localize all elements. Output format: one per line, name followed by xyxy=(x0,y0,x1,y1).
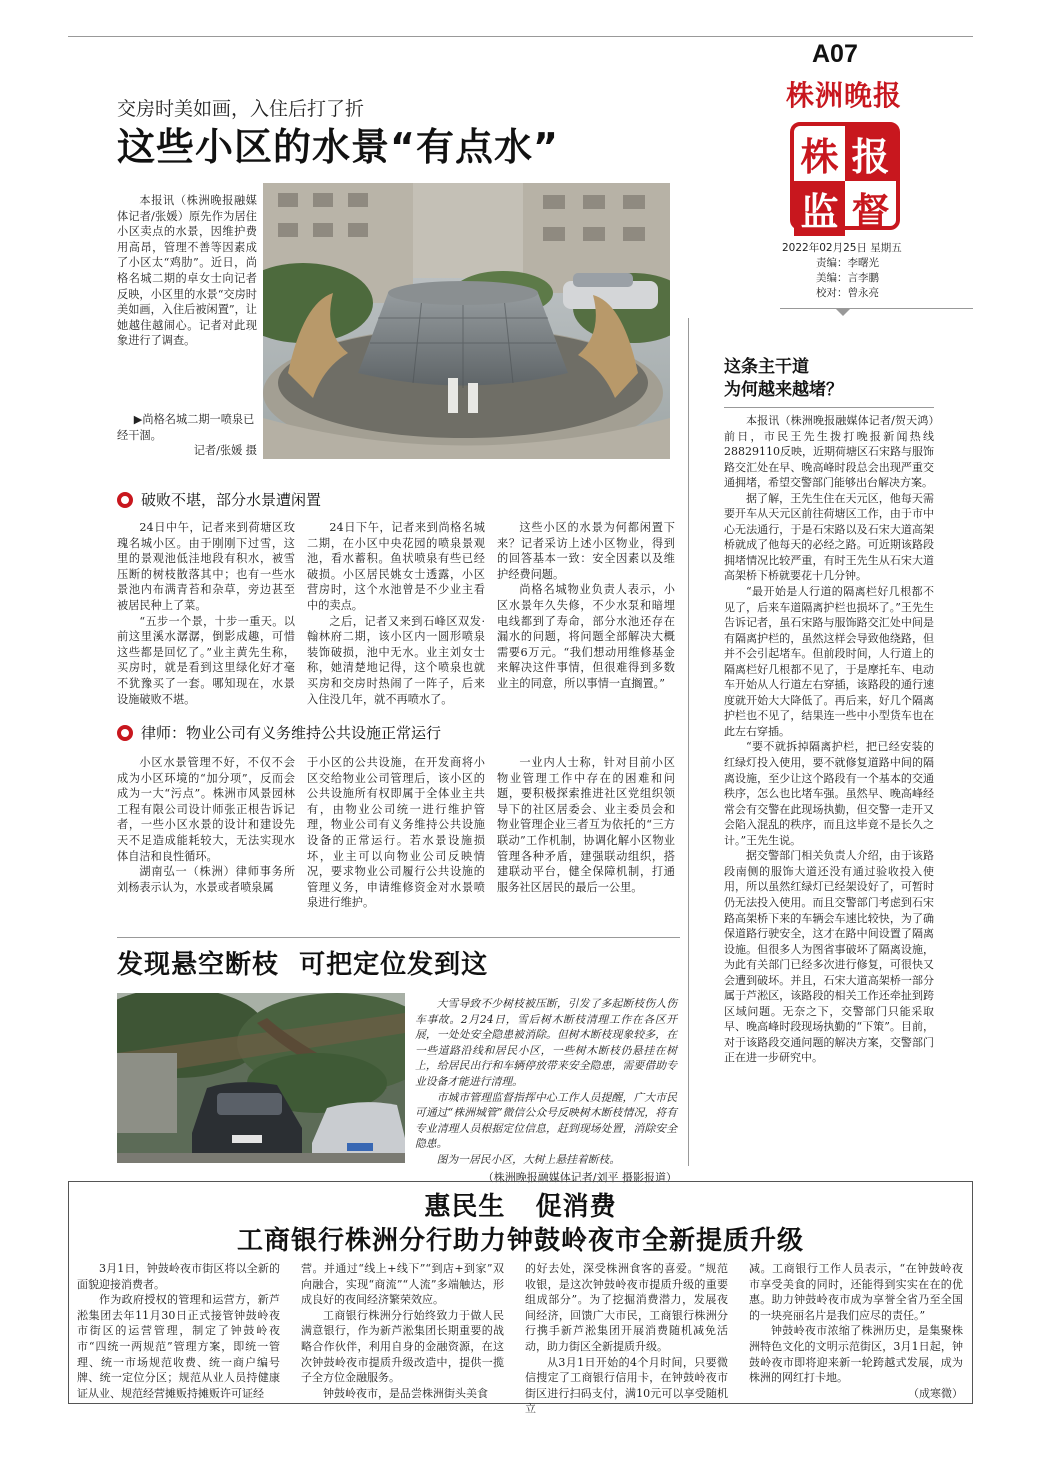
paragraph: 据了解，王先生住在天元区，他每天需要开车从天元区前往荷塘区工作，由于市中心无法通行，于是石宋路以及石宋大道高架桥就成了他每天的必经之路。可近期该路段拥堵情况比较严重，有时王先生从石宋大道高架桥下桥就要花十几分钟。 xyxy=(724,491,934,583)
lead-intro-text: 本报讯（株洲晚报融媒体记者/张媛）原先作为居住小区卖点的水景，因维护费用高昂，管理不善等因素成了小区太“鸡肋”。近日，尚格名城二期的卓女士向记者反映，小区里的水景“交房时美如画，入住后被闲置”，让她越住越闹心。记者对此现象进行了调查。 xyxy=(117,194,257,348)
bullet-ring-icon xyxy=(117,725,133,741)
section2-column-3 xyxy=(497,755,675,895)
paragraph: 作为政府授权的管理和运营方，新芦淞集团去年11月30日正式接管钟鼓岭夜市街区的运营管理，制定了钟鼓岭夜市“四统一两规范”管理方案，即统一管理、统一市场规范收费、统一商户编号牌、统一定位分区；规范从业人员持健康证从业、规范经营摊贩持摊贩许可证经 xyxy=(77,1293,280,1400)
paragraph: “最开始是人行道的隔离栏好几根都不见了，后来车道隔离护栏也损坏了。”王先生告诉记者，虽石宋路与服饰路交汇处中间是有隔离护栏的，虽然这样会导致他绕路，但并不会引起堵车。但前段时间，人行道上的隔离栏好几根都不见了，于是摩托车、电动车开始从人行道左右穿插，该路段的通行速度就开始大大降低了。再后来，好几个隔离护栏也不见了，结果连一些中小型货车也在此左右穿插。 xyxy=(724,585,934,738)
paragraph: 减。工商银行工作人员表示，“在钟鼓岭夜市享受美食的同时，还能得到实实在在的优惠。助力钟鼓岭夜市成为享誉全省乃至全国的一块亮丽名片是我们应尽的责任。” xyxy=(749,1262,963,1322)
fountain-illustration xyxy=(263,183,670,459)
tree-credit: （株洲晚报融媒体记者/刘平 摄影报道） xyxy=(482,1170,677,1184)
box-column-3 xyxy=(525,1261,728,1417)
box-column-1 xyxy=(77,1261,280,1401)
tree-story-rule xyxy=(117,937,680,938)
box-column-2 xyxy=(301,1261,504,1401)
paragraph: 24日下午，记者来到尚格名城二期，在小区中央花园的喷泉景观池，看水蓄积。鱼状喷泉有些已经破损。小区居民姚女士透露，小区营房时，这个水池曾是不少业主看中的卖点。 xyxy=(307,521,485,612)
stamp-char: 报 xyxy=(845,126,896,181)
paragraph: 湖南弘一（株洲）律师事务所刘杨表示认为，水景或者喷泉属 xyxy=(117,865,295,894)
stamp-char: 株 xyxy=(800,134,839,179)
side-headline-line1: 这条主干道 xyxy=(724,357,809,377)
side-headline-rule xyxy=(724,407,934,408)
box-title-line2: 工商银行株洲分行助力钟鼓岭夜市全新提质升级 xyxy=(236,1226,804,1256)
page-number: A07 xyxy=(812,40,858,68)
box-column-4 xyxy=(749,1261,963,1401)
section2-title: 律师：物业公司有义务维持公共设施正常运行 xyxy=(141,724,442,742)
editor-credit: 责编：李曙光 xyxy=(816,257,879,269)
paragraph: “要不就拆掉隔离护栏，把已经安装的红绿灯投入使用，要不就修复道路中间的隔离设施，至少让这个路段有一个基本的交通秩序，怎么也比堵车强。虽然早、晚高峰经常会有交警在此现场执勤，但交警一走开又会陷入混乱的秩序，而且这毕竟不是长久之计。”王先生说。 xyxy=(724,740,934,847)
paragraph: 一业内人士称，针对目前小区物业管理工作中存在的困难和问题，要积极探索推进社区党组织领导下的社区居委会、业主委员会和物业管理企业三者互为依托的“三方联动”工作机制，协调化解小区物业管理各种矛盾，建强联动组织，搭建联动平台，健全保障机制，打通服务社区居民的最后一公里。 xyxy=(497,756,675,894)
box-title-line1: 惠民生 促消费 xyxy=(424,1192,617,1222)
lead-headline: 这些小区的水景“有点水” xyxy=(117,125,559,169)
paragraph: 钟鼓岭夜市浓缩了株洲历史，是集聚株洲特色文化的文明示范街区，3月1日起，钟鼓岭夜市即将迎来新一轮跨越式发展，成为株洲的网红打卡地。 xyxy=(749,1324,963,1385)
side-headline xyxy=(724,356,843,402)
section2-column-2 xyxy=(307,755,485,911)
section1-column-2 xyxy=(307,520,485,707)
paragraph: 市城市管理监督指挥中心工作人员提醒，广大市民可通过“株洲城管”微信公众号反映树木断枝情况，将有专业清理人员根据定位信息，赶到现场处置，消除安全隐患。 xyxy=(415,1090,677,1151)
photo-caption-block xyxy=(117,412,257,459)
masthead-notch xyxy=(835,308,851,316)
section1-subheading xyxy=(117,489,321,510)
fountain-photo xyxy=(263,183,670,459)
paragraph: 24日中午，记者来到荷塘区玫瑰名城小区。由于刚刚下过雪，这里的景观池低洼地段有积水，被雪压断的树枝散落其中；也有一些水景池内布满青苔和杂草，旁边甚至被居民种上了菜。 xyxy=(117,521,295,612)
photo-credit: 记者/张媛 摄 xyxy=(193,444,257,458)
column-stamp xyxy=(790,122,900,234)
paragraph: 营。并通过“线上+线下”“到店+到家”双向融合，实现“商流”“人流”多端触达，形成良好的夜间经济繁荣效应。 xyxy=(301,1262,504,1307)
top-rule xyxy=(68,36,973,37)
date-line: 2022年02月25日 星期五 xyxy=(782,242,902,254)
paragraph: 小区水景管理不好，不仅不会成为小区环境的“加分项”，反而会成为一大“污点”。株洲市风景园林工程有限公司设计师张正根告诉记者，一些小区水景的设计和建设先天不足造成能耗较大，无法实现水体自洁和良性循环。 xyxy=(117,756,295,863)
photo-caption: ▶尚格名城二期一喷泉已经干涸。 xyxy=(117,413,255,442)
side-story-body xyxy=(724,413,934,1066)
paragraph: 本报讯（株洲晚报融媒体记者/贺天鸿）前日，市民王先生拨打晚报新闻热线28829110反映，近期荷塘区石宋路与服饰路交汇处在早、晚高峰时段总会出现严重交通拥堵，希望交警部门能够出台解决方案。 xyxy=(724,414,934,490)
paragraph: 从3月1日开始的4个月时间，只要微信搜定了工商银行信用卡，在钟鼓岭夜市街区进行扫码支付，满10元可以享受随机立 xyxy=(525,1355,728,1416)
bullet-ring-icon xyxy=(117,492,133,508)
proofreader-credit: 校对：曾永亮 xyxy=(816,287,879,299)
column-divider xyxy=(688,318,689,1166)
section1-column-1 xyxy=(117,520,295,707)
branch-illustration xyxy=(117,993,405,1163)
paragraph: 工商银行株洲分行始终致力于做人民满意银行，作为新芦淞集团长期重要的战略合作伙伴，利用自身的金融资源，在这次钟鼓岭夜市提质升级改造中，提供一揽子全方位金融服务。 xyxy=(301,1308,504,1385)
designer-credit: 美编：言李鹏 xyxy=(816,272,879,284)
paragraph: 据交警部门相关负责人介绍，由于该路段南侧的服饰大道还没有通过验收投入使用，所以虽然红绿灯已经架设好了，可暂时仍无法投入使用。而且交警部门考虑到石宋路高架桥下来的车辆会车速比较快，为了确保道路行驶安全，这才在路中间设置了隔离设施。但很多人为图省事破坏了隔离设施，为此有关部门已经多次进行修复，可很快又会遭到破坏。并且，石宋大道高架桥一部分属于芦淞区，该路段的相关工作还牵扯到跨区域问题。无奈之下，交警部门只能采取早、晚高峰时段现场执勤的“下策”。目前，对于该路段交通问题的解决方案，交警部门正在进一步研究中。 xyxy=(724,849,934,1065)
paper-logo: 株洲晚报 xyxy=(785,79,902,112)
stamp-char: 监 xyxy=(794,181,845,236)
paragraph: 3月1日，钟鼓岭夜市街区将以全新的面貌迎接消费者。 xyxy=(77,1262,280,1291)
lead-intro xyxy=(117,193,257,349)
lead-kicker: 交房时美如画，入住后打了折 xyxy=(117,98,365,120)
paragraph: 于小区的公共设施，在开发商将小区交给物业公司管理后，该小区的公共设施所有权即属于全体业主共有，由物业公司统一进行维护管理，物业公司有义务维持公共设施设备的正常运行。若水景设施损坏，业主可以向物业公司反映情况，要求物业公司履行公共设施的管理义务，申请维修资金对水景喷泉进行维护。 xyxy=(307,756,485,910)
paragraph: 钟鼓岭夜市，是品尝株洲街头美食 xyxy=(323,1386,488,1400)
paragraph: 的好去处，深受株洲食客的喜爱。“规范收银，是这次钟鼓岭夜市提质升级的重要组成部分”。为了挖掘消费潜力，发展夜间经济，回馈广大市民，工商银行株洲分行携手新芦淞集团开展消费随机减免活动，助力街区全新提质升级。 xyxy=(525,1262,728,1353)
paragraph: 图为一居民小区，大树上悬挂着断枝。 xyxy=(436,1152,621,1166)
broken-branch-photo xyxy=(117,993,405,1163)
tree-story-text xyxy=(415,996,677,1185)
section1-title: 破败不堪，部分水景遭闲置 xyxy=(141,491,322,509)
section1-column-3 xyxy=(497,520,675,692)
masthead-rule xyxy=(780,308,973,309)
paragraph: 尚格名城物业负责人表示，小区水景年久失修，不少水泵和暗埋电线都到了寿命，部分水池还存在漏水的问题，将问题全部解决大概需要6万元。“我们想动用维修基金来解决这件事情，但很难得到多数业主的同意，所以事情一直搁置。” xyxy=(497,583,675,690)
paragraph: 这些小区的水景为何都闲置下来？记者采访上述小区物业，得到的回答基本一致：安全因素以及维护经费问题。 xyxy=(497,521,675,581)
section2-subheading xyxy=(117,722,441,743)
section2-column-1 xyxy=(117,755,295,895)
paragraph: 大雪导致不少树枝被压断，引发了多起断枝伤人伤车事故。2月24日，雪后树木断枝清理工作在各区开展，一处处安全隐患被消除。但树木断枝现象较多，在一些道路沿线和居民小区，一些树木断枝仍悬挂在树上，给居民出行和车辆停放带来安全隐患，需要借助专业设备才能进行清理。 xyxy=(415,997,677,1088)
box-byline: （成寒微） xyxy=(908,1386,963,1400)
paragraph: “五步一个景，十步一重天。以前这里溪水潺潺，倒影成趣，可惜这些都是回忆了。”业主黄先生称，买房时，就是看到这里绿化好才毫不犹豫买了一套。哪知现在，水景设施破败不堪。 xyxy=(117,614,295,706)
paragraph: 之后，记者又来到石峰区双发·翰林府二期，该小区内一圆形喷泉装饰破损，池中无水。业主刘女士称，她清楚地记得，这个喷泉也就买房和交房时热闹了一阵子，后来入住没几年，就不再喷水了。 xyxy=(307,614,485,706)
stamp-char: 督 xyxy=(851,189,890,234)
side-headline-line2: 为何越来越堵？ xyxy=(724,380,843,400)
tree-headline: 发现悬空断枝 可把定位发到这 xyxy=(117,950,489,980)
